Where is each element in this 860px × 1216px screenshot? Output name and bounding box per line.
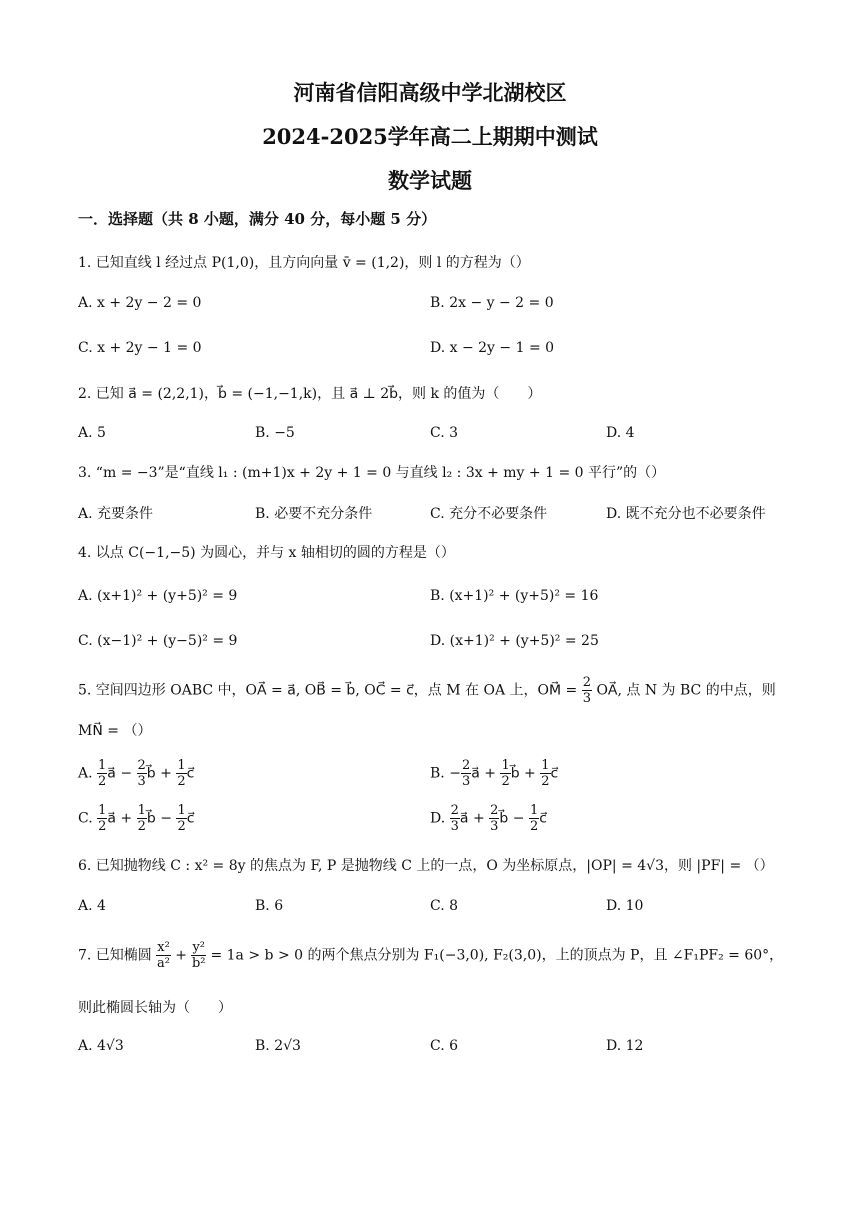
option-term: a⃗ + [107,810,137,827]
question-2-stem: 2. 已知 a⃗ = (2,2,1)，b⃗ = (−1,−1,k)，且 a⃗ ⊥ 2b⃗，则 k 的值为（ ） [78,386,542,402]
question-2-option-d[interactable]: D. 4 [606,425,635,441]
subject-title: 数学试题 [388,168,472,193]
question-3-stem: 3. “m = −3”是“直线 l₁ : (m+1)x + 2y + 1 = 0 与直线 l₂ : 3x + my + 1 = 0 平行”的（） [78,465,666,481]
fraction [137,758,147,789]
question-7-stem-end: = 1a > b > 0 的两个焦点分别为 F₁(−3,0), F₂(3,0)，上的顶点为 P，且 ∠F₁PF₂ = 60°， [206,947,784,964]
fraction-denominator: 2 [177,819,186,834]
school-title: 河南省信阳高级中学北湖校区 [293,80,567,105]
fraction-denominator: 2 [541,774,550,789]
question-4-option-b[interactable]: B. (x+1)² + (y+5)² = 16 [430,588,599,604]
question-5-option-b[interactable] [430,758,558,789]
fraction-numerator: 2 [582,675,591,690]
fraction-numerator: 1 [541,758,550,773]
option-term: − [449,765,461,782]
fraction-denominator: 3 [137,774,146,789]
fraction-denominator: 3 [582,691,591,706]
option-term: b⃗ + [510,765,541,782]
fraction-numerator: 1 [177,803,186,818]
option-term: c⃗ [550,765,559,782]
question-7-option-a[interactable]: A. 4√3 [78,1038,124,1054]
question-7-stem: 7. 已知椭圆 $\frac{\text{x²}}{\text{a²}}$ + $\frac{\text{y²}}{\text{b²}}$ = 1a > b > 0 的两个焦点分别为 F₁(−3,0), F₂(3,0)，上的顶点为 P，且 ∠F₁PF₂ = 60°， [78,940,784,971]
question-1-stem: 1. 已知直线 l 经过点 P(1,0)，且方向向量 v̄ = (1,2)，则 l 的方程为（） [78,255,530,271]
fraction [540,758,550,789]
question-5-option-c[interactable] [78,803,194,834]
question-7-option-b[interactable]: B. 2√3 [255,1038,301,1054]
question-1-option-d[interactable]: D. x − 2y − 1 = 0 [430,340,555,356]
question-5-stem-line2: MN⃗ = （） [78,723,152,739]
question-7-fraction-x [156,940,171,971]
question-2-option-b[interactable]: B. −5 [255,425,295,441]
fraction [97,803,107,834]
question-1-option-a[interactable]: A. x + 2y − 2 = 0 [78,295,202,311]
fraction-numerator: 2 [137,758,146,773]
fraction-denominator: 2 [177,774,186,789]
option-term: c⃗ [539,810,547,827]
option-label: D. [430,810,450,827]
section-heading: 一．选择题（共 8 小题，满分 40 分，每小题 5 分） [78,210,437,228]
fraction-denominator: 3 [461,774,471,789]
fraction-numerator: 1 [98,803,107,818]
fraction [97,758,107,789]
fraction [461,758,471,789]
fraction-numerator: 1 [98,758,107,773]
question-3-option-c[interactable]: C. 充分不必要条件 [430,506,548,522]
question-5-stem-tail: OA⃗, 点 N 为 BC 的中点，则 [592,682,776,699]
exam-title: 2024-2025学年高二上期期中测试 [262,124,598,149]
fraction-denominator: a² [157,956,171,971]
fraction-numerator: 1 [137,803,146,818]
fraction-denominator: 2 [98,819,107,834]
question-3-option-a[interactable]: A. 充要条件 [78,506,154,522]
question-4-option-d[interactable]: D. (x+1)² + (y+5)² = 25 [430,633,599,649]
question-7-option-d[interactable]: D. 12 [606,1038,644,1054]
fraction-numerator: y² [192,940,206,955]
question-7-option-c[interactable]: C. 6 [430,1038,459,1054]
fraction-denominator: 3 [490,819,499,834]
fraction-numerator: 1 [177,758,186,773]
fraction [176,758,186,789]
question-4-option-c[interactable]: C. (x−1)² + (y−5)² = 9 [78,633,238,649]
fraction-numerator: 2 [450,803,459,818]
question-2-option-c[interactable]: C. 3 [430,425,459,441]
question-4-option-a[interactable]: A. (x+1)² + (y+5)² = 9 [78,588,238,604]
fraction-numerator: 2 [490,803,499,818]
question-3-option-d[interactable]: D. 既不充分也不必要条件 [606,506,766,522]
question-5-fraction [582,675,592,706]
question-1-option-b[interactable]: B. 2x − y − 2 = 0 [430,295,554,311]
question-5-option-d[interactable] [430,803,547,834]
question-6-stem: 6. 已知抛物线 C : x² = 8y 的焦点为 F, P 是抛物线 C 上的一点，O 为坐标原点，|OP| = 4√3，则 |PF| = （） [78,858,774,874]
fraction [529,803,539,834]
fraction-numerator: 1 [501,758,510,773]
question-2-option-a[interactable]: A. 5 [78,425,106,441]
fraction-denominator: 2 [137,819,146,834]
question-7-fraction-y [191,940,206,971]
fraction [137,803,147,834]
fraction-numerator: 1 [529,803,539,818]
question-7-stem-start: 7. 已知椭圆 [78,947,157,964]
fraction-denominator: 2 [501,774,510,789]
fraction [450,803,460,834]
option-term: a⃗ + [459,810,490,827]
option-term: b⃗ − [499,810,529,827]
fraction-numerator: 2 [461,758,471,773]
question-6-option-a[interactable]: A. 4 [78,898,106,914]
question-6-option-c[interactable]: C. 8 [430,898,459,914]
fraction [489,803,499,834]
question-5-stem-text: 5. 空间四边形 OABC 中，OA⃗ = a⃗, OB⃗ = b⃗, OC⃗ = c⃗，点 M 在 OA 上，OM⃗ = [78,682,582,699]
fraction-denominator: 2 [98,774,107,789]
question-4-stem: 4. 以点 C(−1,−5) 为圆心，并与 x 轴相切的圆的方程是（） [78,545,455,561]
option-term: a⃗ + [471,765,501,782]
option-label: A. [78,765,98,782]
question-7-stem-line2: 则此椭圆长轴为（ ） [78,1000,232,1016]
question-1-option-c[interactable]: C. x + 2y − 1 = 0 [78,340,202,356]
option-term: b⃗ − [146,810,177,827]
question-5-stem [78,675,776,706]
option-term: b⃗ + [146,765,177,782]
option-term: c⃗ [186,810,195,827]
option-label: B. [430,765,450,782]
question-6-option-b[interactable]: B. 6 [255,898,284,914]
fraction [176,803,186,834]
question-6-option-d[interactable]: D. 10 [606,898,644,914]
option-term: a⃗ − [107,765,137,782]
option-term: c⃗ [186,765,195,782]
fraction [500,758,510,789]
fraction-denominator: b² [191,956,206,971]
question-5-option-a[interactable] [78,758,194,789]
fraction-denominator: 2 [529,819,539,834]
option-label: C. [78,810,98,827]
fraction-denominator: 3 [450,819,459,834]
fraction-numerator: x² [157,940,170,955]
question-3-option-b[interactable]: B. 必要不充分条件 [255,506,373,522]
